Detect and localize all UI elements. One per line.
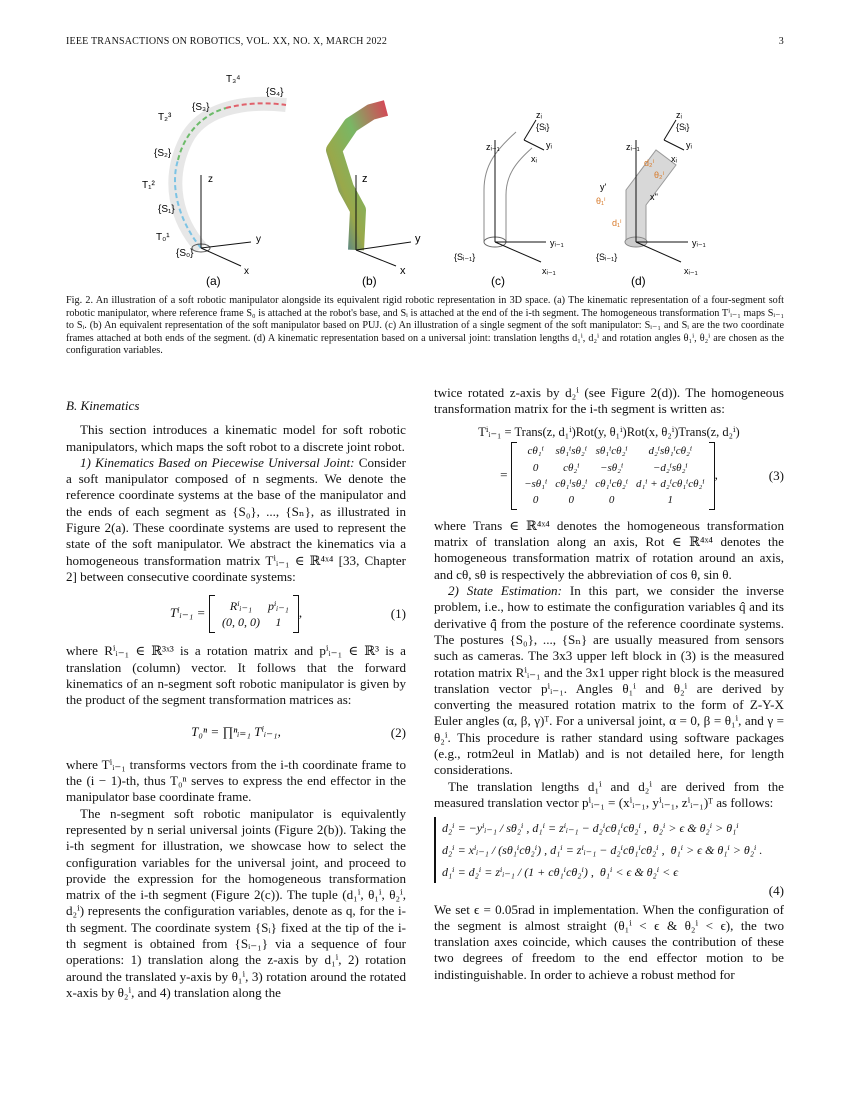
paragraph (434, 583, 784, 779)
a-T34: T₃⁴ (226, 74, 241, 85)
running-header (66, 36, 784, 47)
matrix-cell: cθ₁ⁱcθ₂ⁱ (595, 477, 628, 490)
panel-c (454, 110, 564, 288)
d-y-prime: y' (600, 182, 607, 192)
equation-2 (66, 724, 406, 740)
a-T23: T₂³ (158, 112, 172, 123)
c-z-i: zᵢ (536, 110, 542, 120)
d-d2: d₂ⁱ (644, 158, 655, 168)
paragraph: twice rotated z-axis by d₂ⁱ (see Figure 2(d)). The homogeneous transformation matrix for the i-th segment is written as: (434, 385, 784, 417)
eq1-lhs: Tⁱᵢ₋₁ = (169, 605, 206, 621)
d-theta1: θ₁ⁱ (596, 196, 606, 206)
matrix-cell: 0 (532, 461, 539, 474)
eq3-top: Tⁱᵢ₋₁ = Trans(z, d₁ⁱ)Rot(y, θ₁ⁱ)Rot(x, θ₂ⁱ)Trans(z, d₂ⁱ) (478, 424, 740, 439)
matrix-cell: Rⁱᵢ₋₁ (229, 598, 253, 613)
paragraph (66, 455, 406, 585)
paragraph: This section introduces a kinematic model for soft robotic manipulators, which maps the soft robot to a discrete joint robot. (66, 422, 406, 454)
a-T12: T₁² (142, 180, 155, 191)
matrix-cell: d₁ⁱ + d₂ⁱcθ₁ⁱcθ₂ⁱ (635, 477, 705, 490)
eq2-body: T₀ⁿ = ∏ⁿᵢ₌₁ Tⁱᵢ₋₁, (191, 724, 281, 740)
c-y-prev: yᵢ₋₁ (550, 238, 564, 248)
panel-c-label: (c) (491, 274, 505, 288)
section-title: B. Kinematics (66, 398, 140, 413)
right-column (434, 385, 784, 983)
matrix-cell: 0 (532, 494, 539, 507)
a-S2: {S₂} (154, 148, 172, 159)
paragraph: where Rⁱᵢ₋₁ ∈ ℝ³ˣ³ is a rotation matrix and pⁱᵢ₋₁ ∈ ℝ³ is a translation (column) vector. It follows that the forward kinematics of an n-segment soft robotic manipulator is given by the product of the segment transformation matrices as: (66, 643, 406, 708)
paragraph: The translation lengths d₁ⁱ and d₂ⁱ are derived from the measured translation vector pⁱᵢ₋₁ = (xⁱᵢ₋₁, yⁱᵢ₋₁, zⁱᵢ₋₁)ᵀ as follows: (434, 778, 784, 810)
eq4-cond: θ₁ⁱ > ϵ & θ₁ⁱ > θ₂ⁱ . (670, 843, 763, 858)
subsection-title: 1) Kinematics Based on Piecewise Universal Joint: (80, 454, 355, 470)
d-y-i: yᵢ (686, 140, 692, 150)
d-y-prev: yᵢ₋₁ (692, 238, 706, 248)
eq4-cond: θ₂ⁱ > ϵ & θ₂ⁱ > θ₁ⁱ (652, 821, 739, 836)
matrix-cell: 0 (568, 494, 574, 507)
eq4-expr: d₁ⁱ = d₂ⁱ = zⁱᵢ₋₁ / (1 + cθ₁ⁱcθ₂ⁱ) , (442, 865, 594, 880)
d-z-prev: zᵢ₋₁ (626, 142, 640, 152)
paragraph-text: In this part, we consider the inverse problem, i.e., how to estimate the configuration variables q̂ and its derivative q̂̇ from the posture of the reference coordinate systems. The postures {S₀}, ..., {Sₙ} are usually measured from sensors such as cameras. The 3x3 upper left block in (3) is the measured rotation matrix Rⁱᵢ₋₁ and the 3x1 upper right block is the measured translation vector pⁱᵢ₋₁. Angles θ₁ⁱ and θ₂ⁱ are derived by converting the measured rotation matrix to the form of Z-Y-X Euler angles (α, β, γ)ᵀ. For a universal joint, α = 0, β = θ₁ⁱ, and γ = θ₂ⁱ. This procedure is rather standard using software packages (e.g., rotm2eul in Matlab) and is not detailed here, for length considerations. (434, 583, 784, 778)
d-S-prev: {Sᵢ₋₁} (596, 252, 618, 262)
c-x-i: xᵢ (531, 154, 537, 164)
figure-caption: Fig. 2. An illustration of a soft robotic manipulator alongside its equivalent rigid robotic representation in 3D space. (a) The kinematic representation of a four-segment soft robotic manipulator, where reference frame S₀ is attached at the robot's base, and Sᵢ is attached at the end of the i-th segment. The homogeneous transformation Tⁱᵢ₋₁ maps Sᵢ₋₁ to Sᵢ. (b) An equivalent representation of the soft manipulator based on PUJ. (c) An illustration of a single segment of the soft manipulator: Sᵢ₋₁ and Sᵢ are the two coordinate frames attached at both ends of the segment. (d) A kinematic representation based on a universal joint: translation lengths d₁ⁱ, d₂ⁱ and rotation angles θ₁ⁱ, θ₂ⁱ are chosen as the configuration variables. (66, 295, 784, 357)
d-d1: d₁ⁱ (612, 218, 622, 228)
matrix-cell: d₂ⁱsθ₁ⁱcθ₂ⁱ (648, 445, 693, 458)
eq3-matrix (520, 443, 709, 508)
eq4-row (442, 839, 762, 861)
b-x-label: x (400, 265, 406, 277)
c-S-i: {Sᵢ} (536, 122, 550, 132)
figure-2 (66, 70, 786, 292)
eq4-row (442, 861, 762, 883)
matrix-cell: cθ₂ⁱ (563, 461, 580, 474)
matrix-cell: sθ₁ⁱsθ₂ⁱ (555, 445, 587, 458)
paragraph: The n-segment soft robotic manipulator is equivalently represented by n serial universal joints (Figure 2(b)). Taking the i-th segment for illustration, we showcase how to select the configuration variables for the universal joint, and proceed to provide the expression for the homogeneous transformation matrix of the i-th segment (Figure 2(c)). The tuple (d₁ⁱ, θ₁ⁱ, θ₂ⁱ, d₂ⁱ) represents the configuration variables, denote as q, for the i-th segment. The coordinate system {Sᵢ} fixed at the tip of the i-th segment is obtained from {Sᵢ₋₁} via a sequence of four operations: 1) translation along the z-axis by d₁ⁱ, 2) rotation around the translated y-axis by θ₁ⁱ, 3) rotation around the rotated x-axis by θ₂ⁱ, and 4) translation along the (66, 805, 406, 1000)
matrix-cell: −sθ₁ⁱ (524, 477, 548, 490)
matrix-cell: 1 (667, 494, 674, 507)
c-S-prev: {Sᵢ₋₁} (454, 252, 476, 262)
matrix-cell: 0 (608, 494, 615, 507)
matrix-cell: cθ₁ⁱ (527, 445, 544, 458)
b-z-label: z (362, 173, 368, 185)
a-S4: {S₄} (266, 87, 284, 98)
c-x-prev: xᵢ₋₁ (542, 266, 556, 276)
d-x-i: xᵢ (671, 154, 677, 164)
paragraph: where Tⁱᵢ₋₁ transforms vectors from the i-th coordinate frame to the (i − 1)-th, thus T₀ⁿ serves to express the end effector in the manipulator base coordinate frame. (66, 756, 406, 805)
panel-b-label: (b) (362, 274, 377, 288)
matrix-cell: −d₂ⁱsθ₂ⁱ (652, 461, 688, 474)
eq4-number: (4) (768, 883, 784, 899)
eq4-cases (434, 817, 762, 883)
a-T01: T₀¹ (156, 232, 170, 243)
a-z-label: z (208, 174, 213, 185)
subsection-title: 2) State Estimation: (448, 583, 562, 599)
a-S0: {S₀} (176, 248, 194, 259)
eq4-row (442, 817, 762, 839)
panel-d-label: (d) (631, 274, 646, 288)
a-S1: {S₁} (158, 204, 175, 215)
paragraph-text: Consider a soft manipulator composed of n segments. We denote the reference coordinate systems at the base of the manipulator and the ends of each segment as {S₀}, ..., {Sₙ}, as illustrated in Figure 2(a). These coordinate systems are used to represent the state of the soft manipulator. We abstract the kinematics via a homogeneous transformation matrix Tⁱᵢ₋₁ ∈ ℝ⁴ˣ⁴ [33, Chapter 2] between consecutive coordinate systems: (66, 454, 406, 584)
d-x-dprime: x'' (650, 192, 658, 202)
d-S-i: {Sᵢ} (676, 122, 690, 132)
c-z-prev: zᵢ₋₁ (486, 142, 500, 152)
eq1-matrix (218, 598, 293, 631)
d-z-i: zᵢ (676, 110, 682, 120)
d-theta2: θ₂ⁱ (654, 170, 665, 180)
equation-3: = cθ₁ⁱ sθ₁ⁱsθ₂ⁱ sθ₁ⁱcθ₂ⁱ d₂ⁱsθ₁ⁱcθ₂ⁱ 0 cθ₂ⁱ −sθ₂ⁱ −d₂ⁱsθ₂ⁱ −sθ₁ⁱ cθ₁ⁱsθ₂ⁱ cθ₁ⁱcθ₂ⁱ d₁ⁱ + d₂ⁱcθ₁ⁱcθ₂ⁱ 0 0 0 1, (3) (434, 442, 784, 510)
eq3-number: (3) (768, 467, 784, 483)
paragraph: We set ϵ = 0.05rad in implementation. When the configuration of the segment is almost straight (θ₁ⁱ < ϵ & θ₂ⁱ < ϵ), the two translation axes coincide, which causes the contribution of these two degrees of freedom to the end effector motion to be indistinguishable. In order to achieve a robust method for (434, 901, 784, 982)
journal-header: IEEE TRANSACTIONS ON ROBOTICS, VOL. XX, NO. X, MARCH 2022 (66, 36, 388, 47)
eq4-expr: d₂ⁱ = −yⁱᵢ₋₁ / sθ₂ⁱ , d₁ⁱ = zⁱᵢ₋₁ − d₂ⁱcθ₁ⁱcθ₂ⁱ , (442, 821, 647, 836)
panel-a (142, 74, 286, 288)
equation-4 (434, 817, 784, 899)
equation-1: Tⁱᵢ₋₁ = Rⁱᵢ₋₁ pⁱᵢ₋₁ (0, 0, 0) 1, (1) (66, 595, 406, 633)
page-number: 3 (778, 36, 784, 47)
a-x-label: x (244, 266, 249, 277)
panel-b (334, 108, 421, 288)
c-y-i: yᵢ (546, 140, 552, 150)
eq2-number: (2) (390, 724, 406, 740)
matrix-cell: cθ₁ⁱsθ₂ⁱ (555, 477, 588, 490)
eq1-number: (1) (390, 606, 406, 622)
matrix-cell: sθ₁ⁱcθ₂ⁱ (595, 445, 628, 458)
panel-d (596, 110, 706, 288)
paragraph: where Trans ∈ ℝ⁴ˣ⁴ denotes the homogeneous transformation matrix of translation along an axis, Rot ∈ ℝ⁴ˣ⁴ denotes the homogeneous transformation matrix of rotation around an axis, and cθ, sθ is respectively the abbreviation of cos θ, sin θ. (434, 517, 784, 582)
a-y-label: y (256, 234, 261, 245)
matrix-cell: −sθ₂ⁱ (600, 461, 624, 474)
matrix-cell: (0, 0, 0) (222, 615, 260, 630)
eq4-cond: θ₁ⁱ < ϵ & θ₂ⁱ < ϵ (599, 865, 679, 880)
d-x-prev: xᵢ₋₁ (684, 266, 698, 276)
a-S3: {S₃} (192, 102, 210, 113)
eq4-expr: d₂ⁱ = xⁱᵢ₋₁ / (sθ₁ⁱcθ₂ⁱ) , d₁ⁱ = zⁱᵢ₋₁ − d₂ⁱcθ₁ⁱcθ₂ⁱ , (442, 843, 665, 858)
matrix-cell: 1 (275, 615, 282, 630)
matrix-cell: pⁱᵢ₋₁ (268, 598, 289, 613)
b-y-label: y (415, 233, 421, 245)
panel-a-label: (a) (206, 274, 221, 288)
left-column (66, 398, 406, 1001)
